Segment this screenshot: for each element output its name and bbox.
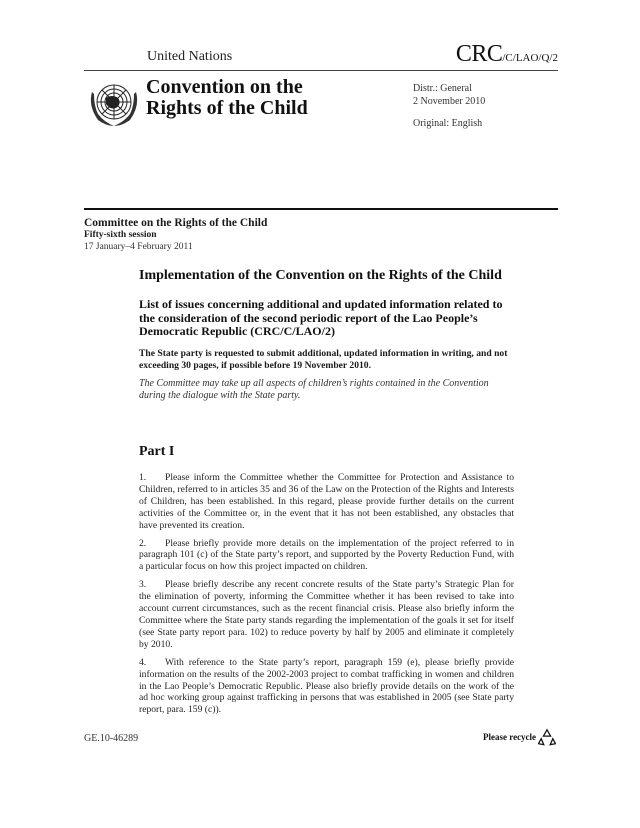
convention-title <box>146 77 308 119</box>
main-content <box>139 268 514 402</box>
issue-date: 2 November 2010 <box>413 96 486 107</box>
paragraph-number: 3. <box>139 579 147 591</box>
committee-dates: 17 January–4 February 2011 <box>84 242 193 252</box>
organization-name: United Nations <box>147 49 233 64</box>
paragraph-text: Please briefly provide more details on the implementation of the project referred to in paragraph 101 (c) of the State party’s report, and supported by the Poverty Reduction Fund, with a particular focus on how this project impacted on children. <box>139 537 514 573</box>
document-symbol <box>456 41 558 68</box>
paragraph-number: 1. <box>139 472 147 483</box>
document-code: GE.10-46289 <box>84 733 139 744</box>
recycle-icon <box>538 728 556 746</box>
title-line-2: Rights of the Child <box>146 97 308 119</box>
main-heading: Implementation of the Convention on the Rights of the Child <box>139 268 502 283</box>
paragraph-text: Please inform the Committee whether the Committee for Protection and Assistance to Children, referred to in articles 35 and 36 of the Law on the Protection of the Rights and Interests of Children, has been established. In this regard, please provide further details on the current activities of the Committee or, in the event that it has not been established, any obstacles that have prevented its creation. <box>139 472 514 531</box>
committee-note: The Committee may take up all aspects of children’s rights contained in the Convention during the dialogue with the State party. <box>139 377 489 401</box>
un-emblem-icon <box>86 78 142 130</box>
symbol-suffix: /C/LAO/Q/2 <box>502 52 558 64</box>
title-line-1: Convention on the <box>146 76 303 98</box>
submission-request: The State party is requested to submit additional, updated information in writing, and not exceeding 30 pages, if possible before 19 November 2010. <box>139 347 508 371</box>
recycle-notice <box>483 728 556 746</box>
part-title: Part I <box>139 444 175 459</box>
committee-block <box>84 217 267 253</box>
committee-name: Committee on the Rights of the Child <box>84 217 268 229</box>
paragraph-text: With reference to the State party’s report, paragraph 159 (e), please briefly provide information on the results of the 2002-2003 project to combat trafficking in women and children in the Lao People’s Democratic Republic. Please also briefly provide details on the work of the ad hoc working group against trafficking in persons that was established in 2005 (see State party report, para. 159 (c)). <box>139 656 514 716</box>
paragraph-number: 2. <box>139 537 147 549</box>
paragraph-3 <box>139 579 514 650</box>
distribution-block <box>413 82 485 130</box>
paragraph-list <box>139 472 514 722</box>
distribution: Distr.: General <box>413 83 472 94</box>
paragraph-text: Please briefly describe any recent concrete results of the State party’s Strategic Plan for the elimination of poverty, informing the Committee whether it has been revised to take into account current circumstances, such as the recent financial crisis. Please also briefly inform the Committee where the State party stands regarding the implementation of the goals it set for itself (see State party report para. 102) to reduce poverty by half by 2005 and eliminate it completely by 2010. <box>139 579 514 650</box>
paragraph-1 <box>139 472 514 532</box>
section-rule <box>84 208 558 210</box>
list-of-issues-heading: List of issues concerning additional and updated information related to the consideration of the second periodic report of the Lao People’s Democratic Republic (CRC/C/LAO/2) <box>139 297 503 338</box>
header-rule <box>84 70 558 71</box>
paragraph-number: 4. <box>139 656 147 668</box>
committee-session: Fifty-sixth session <box>84 230 157 240</box>
paragraph-2 <box>139 538 514 574</box>
paragraph-4 <box>139 657 514 717</box>
recycle-label: Please recycle <box>483 732 537 742</box>
original-language: Original: English <box>413 118 483 129</box>
symbol-main: CRC <box>455 41 503 67</box>
